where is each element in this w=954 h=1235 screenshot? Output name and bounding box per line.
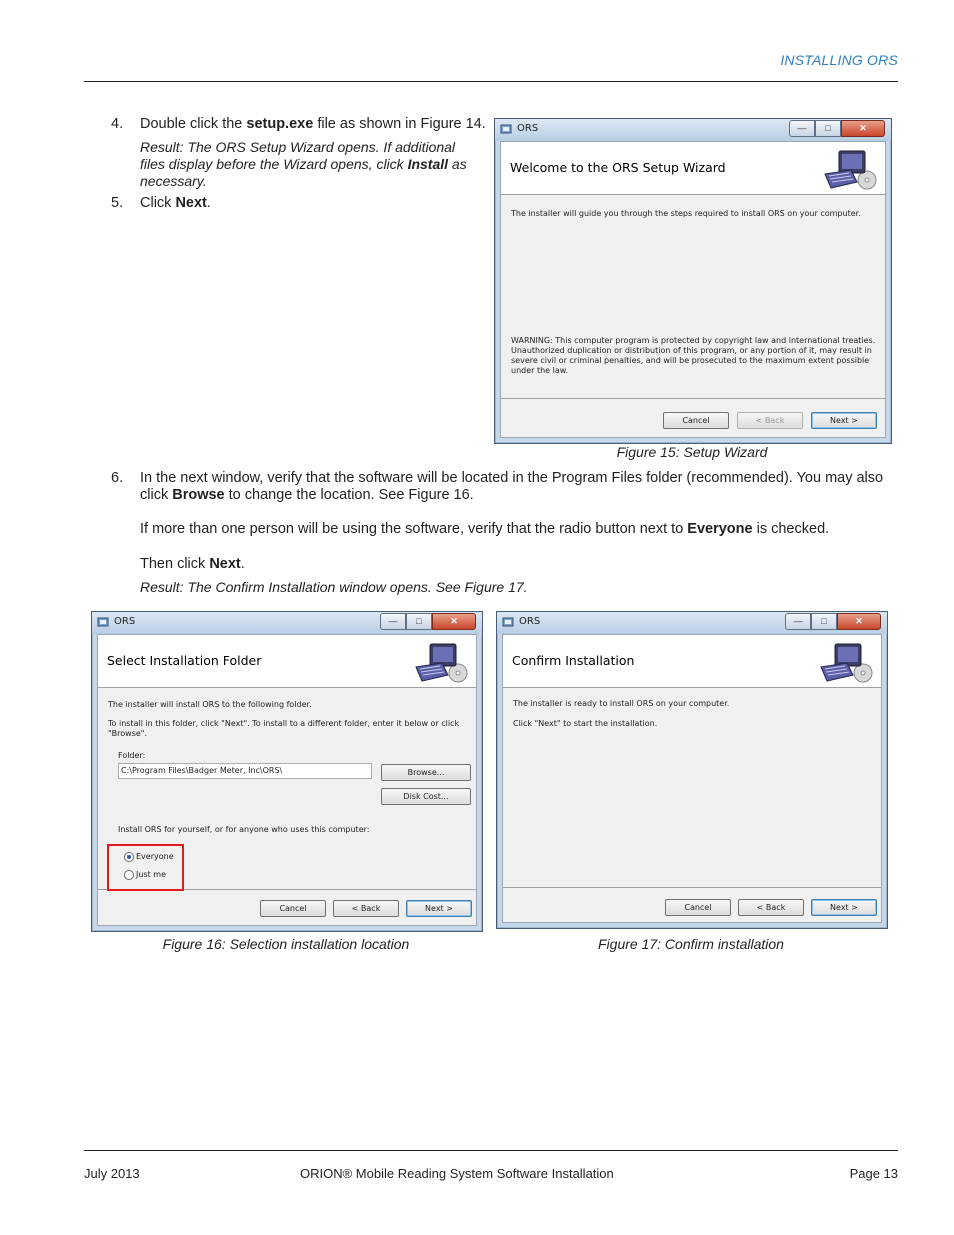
folder-path-input[interactable]: C:\Program Files\Badger Meter, Inc\ORS\ <box>118 763 372 779</box>
close-icon[interactable]: ✕ <box>837 613 881 630</box>
next-button[interactable]: Next > <box>406 900 472 917</box>
highlight-box <box>107 844 184 891</box>
everyone-label: Everyone <box>136 852 174 861</box>
button-separator <box>501 398 885 399</box>
header-rule <box>84 81 898 82</box>
dialog-banner <box>503 635 881 688</box>
step-4-result: Result: The ORS Setup Wizard opens. If additional files display before the Wizard opens, click Install as necessary. <box>140 139 467 189</box>
maximize-icon[interactable]: □ <box>811 613 837 630</box>
footer-title: ORION® Mobile Reading System Software Installation <box>300 1166 614 1181</box>
just-me-label: Just me <box>136 870 166 879</box>
computer-setup-icon <box>821 148 879 192</box>
title-bar <box>495 119 891 141</box>
dialog-heading: Confirm Installation <box>512 653 635 668</box>
installer-icon <box>500 123 512 135</box>
cancel-button[interactable]: Cancel <box>260 900 326 917</box>
computer-setup-icon <box>817 641 875 685</box>
folder-label: Folder: <box>118 751 146 760</box>
warning-text: WARNING: This computer program is protected by copyright law and international treaties. Unauthorized duplication or distribution of this program, or any portion of it, may result in severe civil or criminal penalties, and will be prosecuted to the maximum extent possible under the law. <box>511 336 876 375</box>
installer-icon <box>97 616 109 628</box>
window-title: ORS <box>114 616 136 627</box>
intro-text: The installer will guide you through the steps required to install ORS on your computer. <box>511 209 861 218</box>
window-controls <box>789 120 885 135</box>
window-controls <box>785 613 881 628</box>
ready-text: The installer is ready to install ORS on your computer. <box>513 699 730 708</box>
button-separator <box>503 887 881 888</box>
next-button[interactable]: Next > <box>811 899 877 916</box>
step-6-text: In the next window, verify that the software will be located in the Program Files folder (recommended). You may also click Browse to change the location. See Figure 16. <box>140 470 884 503</box>
close-icon[interactable]: ✕ <box>841 120 885 137</box>
figure-16-caption: Figure 16: Selection installation location <box>162 936 410 952</box>
back-button[interactable]: < Back <box>738 899 804 916</box>
back-button[interactable]: < Back <box>333 900 399 917</box>
folder-intro-text: The installer will install ORS to the following folder. <box>108 700 312 709</box>
window-controls <box>380 613 476 628</box>
cancel-button[interactable]: Cancel <box>665 899 731 916</box>
minimize-icon[interactable]: — <box>789 120 815 137</box>
minimize-icon[interactable]: — <box>785 613 811 630</box>
step-4-text: Double click the setup.exe file as shown in Figure 14. <box>140 116 486 132</box>
back-button[interactable]: < Back <box>737 412 803 429</box>
cancel-button[interactable]: Cancel <box>663 412 729 429</box>
start-instruction-text: Click "Next" to start the installation. <box>513 719 658 728</box>
minimize-icon[interactable]: — <box>380 613 406 630</box>
folder-instructions-text: To install in this folder, click "Next". To install to a different folder, enter it below or click "Browse". <box>108 719 460 738</box>
footer-page: Page 13 <box>849 1166 898 1181</box>
title-bar <box>92 612 482 634</box>
footer-rule <box>84 1150 898 1151</box>
install-for-text: Install ORS for yourself, or for anyone who uses this computer: <box>118 825 370 834</box>
title-bar <box>497 612 887 634</box>
figure-15-caption: Figure 15: Setup Wizard <box>616 444 768 460</box>
next-button[interactable]: Next > <box>811 412 877 429</box>
confirm-installation-window <box>496 611 888 929</box>
window-title: ORS <box>519 616 541 627</box>
disk-cost-button[interactable]: Disk Cost... <box>381 788 471 805</box>
close-icon[interactable]: ✕ <box>432 613 476 630</box>
dialog-banner <box>98 635 476 688</box>
footer-date: July 2013 <box>84 1166 140 1181</box>
maximize-icon[interactable]: □ <box>406 613 432 630</box>
step-6-result: Result: The Confirm Installation window opens. See Figure 17. <box>140 579 528 595</box>
installer-icon <box>502 616 514 628</box>
step-6-everyone-text: If more than one person will be using the software, verify that the radio button next to Everyone is checked. <box>140 521 830 537</box>
browse-button[interactable]: Browse... <box>381 764 471 781</box>
step-4-number: 4. <box>111 116 124 132</box>
dialog-client <box>500 141 886 438</box>
setup-wizard-window <box>494 118 892 444</box>
section-header: INSTALLING ORS <box>780 52 898 68</box>
step-5-number: 5. <box>111 195 124 211</box>
step-5-text: Click Next. <box>140 195 211 211</box>
computer-setup-icon <box>412 641 470 685</box>
step-6-number: 6. <box>111 470 124 486</box>
dialog-heading: Select Installation Folder <box>107 653 262 668</box>
maximize-icon[interactable]: □ <box>815 120 841 137</box>
step-6-next-text: Then click Next. <box>140 556 245 572</box>
dialog-client <box>502 634 882 923</box>
window-title: ORS <box>517 123 539 134</box>
dialog-banner <box>501 142 885 195</box>
dialog-heading: Welcome to the ORS Setup Wizard <box>510 160 726 175</box>
figure-17-caption: Figure 17: Confirm installation <box>598 936 784 952</box>
